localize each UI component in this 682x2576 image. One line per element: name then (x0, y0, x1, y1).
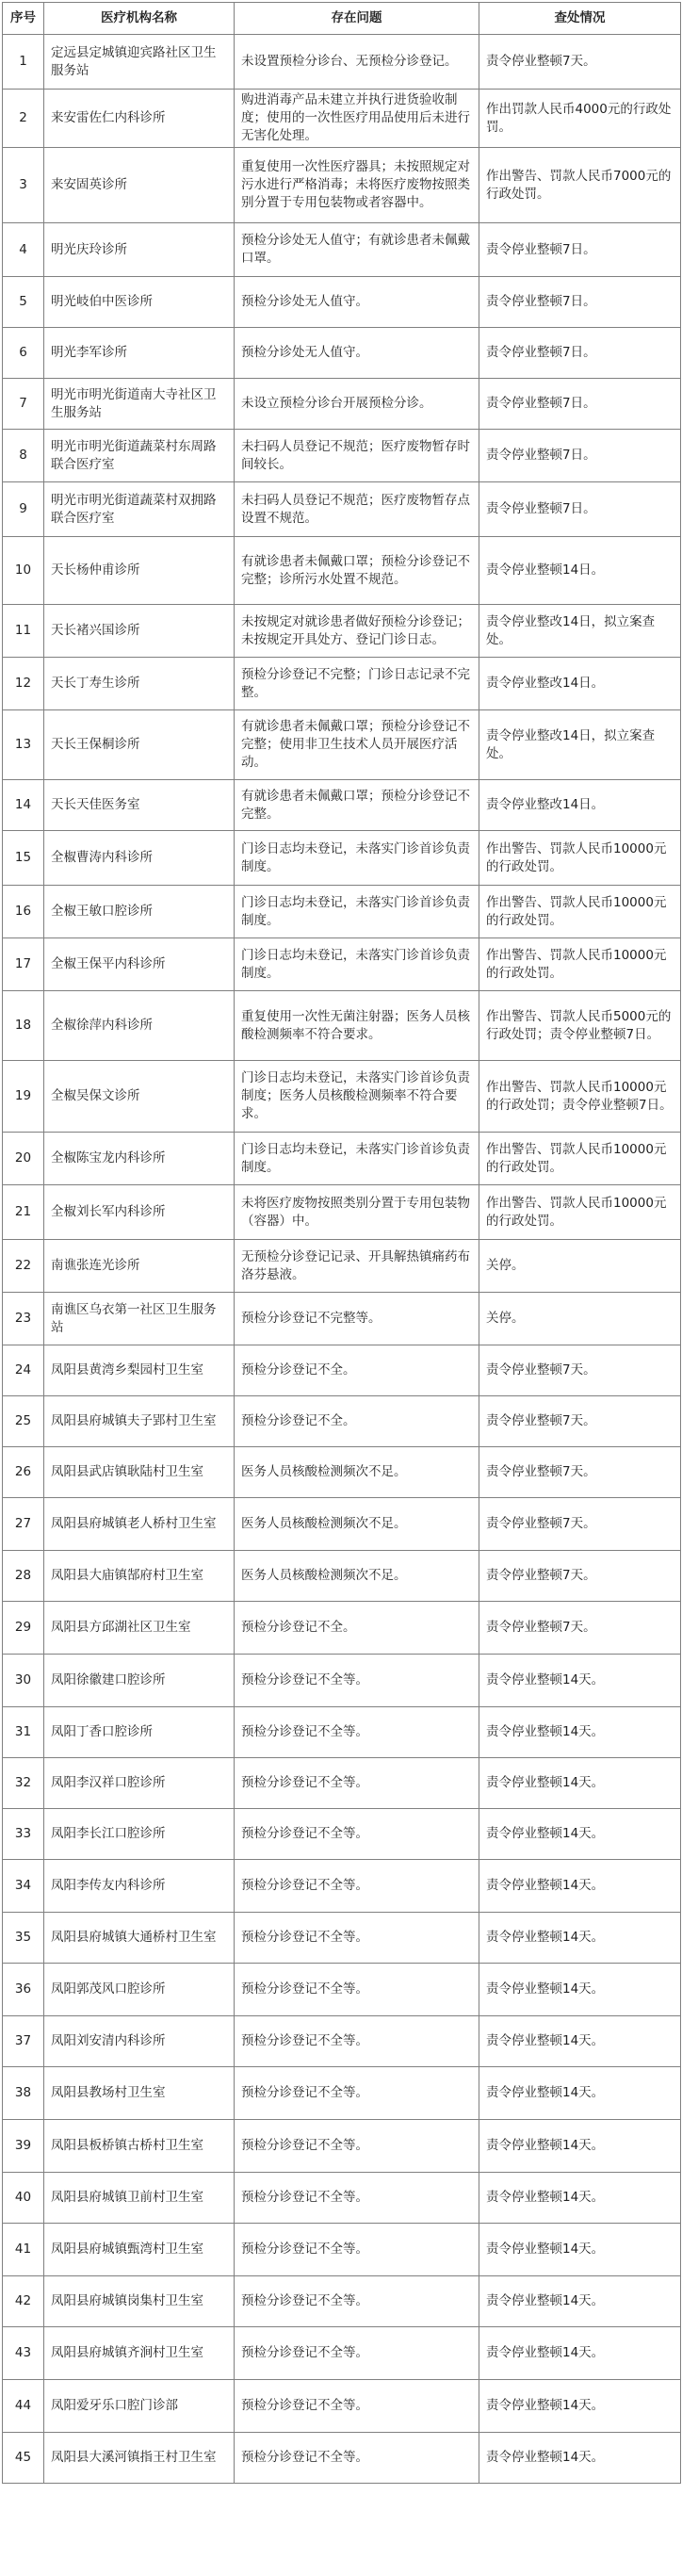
cell-handling-result: 责令停业整顿7天。 (479, 1498, 681, 1551)
table-row (3, 2120, 681, 2173)
cell-issue: 预检分诊登记不全等。 (235, 1860, 479, 1913)
cell-issue: 未设立预检分诊台开展预检分诊。 (235, 379, 479, 430)
table-row (3, 2067, 681, 2120)
table-row (3, 1707, 681, 1758)
cell-handling-result: 责令停业整顿7天。 (479, 1602, 681, 1655)
cell-handling-result: 关停。 (479, 1240, 681, 1293)
table-row (3, 605, 681, 658)
cell-handling-result: 责令停业整顿14天。 (479, 1758, 681, 1809)
cell-issue: 预检分诊登记不全等。 (235, 2276, 479, 2327)
cell-institution-name: 全椒王敏口腔诊所 (44, 886, 235, 938)
cell-institution-name: 来安固英诊所 (44, 148, 235, 223)
cell-issue: 预检分诊登记不全等。 (235, 2327, 479, 2380)
cell-handling-result: 作出警告、罚款人民币10000元的行政处罚。 (479, 1185, 681, 1240)
table-row (3, 991, 681, 1061)
table-row (3, 1809, 681, 1860)
cell-seq: 27 (3, 1498, 44, 1551)
cell-institution-name: 天长杨仲甫诊所 (44, 537, 235, 605)
cell-issue: 预检分诊处无人值守；有就诊患者未佩戴口罩。 (235, 223, 479, 277)
cell-institution-name: 凤阳丁香口腔诊所 (44, 1707, 235, 1758)
cell-handling-result: 责令停业整顿14天。 (479, 2120, 681, 2173)
cell-institution-name: 明光市明光街道蔬菜村东周路联合医疗室 (44, 430, 235, 482)
cell-issue: 预检分诊登记不全等。 (235, 2380, 479, 2433)
cell-institution-name: 凤阳县武店镇耿陆村卫生室 (44, 1447, 235, 1498)
cell-seq: 43 (3, 2327, 44, 2380)
cell-institution-name: 天长天佳医务室 (44, 780, 235, 831)
cell-seq: 22 (3, 1240, 44, 1293)
cell-issue: 预检分诊登记不全等。 (235, 1655, 479, 1707)
table-row (3, 2276, 681, 2327)
cell-seq: 45 (3, 2433, 44, 2484)
cell-handling-result: 责令停业整顿7日。 (479, 482, 681, 537)
cell-handling-result: 责令停业整顿14天。 (479, 2224, 681, 2276)
table-row (3, 537, 681, 605)
cell-institution-name: 凤阳李汉祥口腔诊所 (44, 1758, 235, 1809)
cell-issue: 门诊日志均未登记，未落实门诊首诊负责制度；医务人员核酸检测频率不符合要求。 (235, 1061, 479, 1133)
cell-handling-result: 作出警告、罚款人民币10000元的行政处罚。 (479, 1133, 681, 1185)
cell-handling-result: 责令停业整顿14天。 (479, 2433, 681, 2484)
cell-seq: 32 (3, 1758, 44, 1809)
table-row (3, 1447, 681, 1498)
cell-institution-name: 明光市明光街道蔬菜村双拥路联合医疗室 (44, 482, 235, 537)
table-row (3, 1345, 681, 1396)
cell-seq: 39 (3, 2120, 44, 2173)
cell-institution-name: 定远县定城镇迎宾路社区卫生服务站 (44, 35, 235, 90)
cell-handling-result: 责令停业整改14日。 (479, 780, 681, 831)
cell-seq: 2 (3, 90, 44, 148)
header-issues: 存在问题 (235, 3, 479, 35)
cell-issue: 未按规定对就诊患者做好预检分诊登记；未按规定开具处方、登记门诊日志。 (235, 605, 479, 658)
cell-seq: 36 (3, 1964, 44, 2016)
cell-issue: 医务人员核酸检测频次不足。 (235, 1551, 479, 1602)
cell-handling-result: 责令停业整顿7日。 (479, 430, 681, 482)
cell-handling-result: 责令停业整顿14天。 (479, 2327, 681, 2380)
cell-handling-result: 关停。 (479, 1293, 681, 1345)
cell-institution-name: 凤阳郭茂风口腔诊所 (44, 1964, 235, 2016)
cell-handling-result: 责令停业整顿14天。 (479, 1860, 681, 1913)
cell-seq: 34 (3, 1860, 44, 1913)
cell-seq: 3 (3, 148, 44, 223)
cell-handling-result: 作出警告、罚款人民币7000元的行政处罚。 (479, 148, 681, 223)
cell-issue: 门诊日志均未登记，未落实门诊首诊负责制度。 (235, 831, 479, 886)
cell-handling-result: 责令停业整顿7天。 (479, 35, 681, 90)
cell-seq: 14 (3, 780, 44, 831)
cell-seq: 33 (3, 1809, 44, 1860)
header-handling-result: 查处情况 (479, 3, 681, 35)
cell-seq: 35 (3, 1913, 44, 1964)
cell-seq: 42 (3, 2276, 44, 2327)
table-row (3, 1758, 681, 1809)
cell-issue: 预检分诊处无人值守。 (235, 277, 479, 328)
cell-handling-result: 责令停业整顿14天。 (479, 1707, 681, 1758)
table-row (3, 482, 681, 537)
cell-issue: 预检分诊登记不全。 (235, 1345, 479, 1396)
cell-handling-result: 责令停业整顿14天。 (479, 1655, 681, 1707)
cell-institution-name: 凤阳县方邱湖社区卫生室 (44, 1602, 235, 1655)
table-row (3, 1964, 681, 2016)
table-row (3, 1133, 681, 1185)
cell-institution-name: 全椒曹涛内科诊所 (44, 831, 235, 886)
cell-institution-name: 明光岐伯中医诊所 (44, 277, 235, 328)
cell-issue: 预检分诊登记不完整；门诊日志记录不完整。 (235, 658, 479, 710)
cell-seq: 44 (3, 2380, 44, 2433)
cell-issue: 门诊日志均未登记，未落实门诊首诊负责制度。 (235, 938, 479, 991)
cell-seq: 37 (3, 2016, 44, 2067)
table-row (3, 1498, 681, 1551)
cell-issue: 预检分诊登记不全等。 (235, 1964, 479, 2016)
cell-issue: 预检分诊登记不全。 (235, 1396, 479, 1447)
cell-handling-result: 责令停业整顿14天。 (479, 1809, 681, 1860)
cell-issue: 未将医疗废物按照类别分置于专用包装物（容器）中。 (235, 1185, 479, 1240)
cell-institution-name: 全椒陈宝龙内科诊所 (44, 1133, 235, 1185)
cell-seq: 28 (3, 1551, 44, 1602)
table-row (3, 2433, 681, 2484)
table-row (3, 277, 681, 328)
cell-handling-result: 责令停业整改14日，拟立案查处。 (479, 605, 681, 658)
cell-institution-name: 凤阳县府城镇夫子郢村卫生室 (44, 1396, 235, 1447)
cell-seq: 1 (3, 35, 44, 90)
cell-seq: 4 (3, 223, 44, 277)
cell-institution-name: 凤阳徐徽建口腔诊所 (44, 1655, 235, 1707)
cell-issue: 预检分诊登记不全等。 (235, 1707, 479, 1758)
cell-handling-result: 责令停业整顿14天。 (479, 1913, 681, 1964)
cell-institution-name: 凤阳李传友内科诊所 (44, 1860, 235, 1913)
cell-seq: 29 (3, 1602, 44, 1655)
cell-issue: 预检分诊登记不全等。 (235, 2224, 479, 2276)
cell-institution-name: 凤阳县板桥镇古桥村卫生室 (44, 2120, 235, 2173)
cell-issue: 预检分诊登记不全等。 (235, 2016, 479, 2067)
table-row (3, 1185, 681, 1240)
cell-handling-result: 责令停业整顿14天。 (479, 2016, 681, 2067)
cell-issue: 医务人员核酸检测频次不足。 (235, 1498, 479, 1551)
cell-seq: 41 (3, 2224, 44, 2276)
cell-handling-result: 责令停业整顿7天。 (479, 1551, 681, 1602)
cell-issue: 重复使用一次性无菌注射器；医务人员核酸检测频率不符合要求。 (235, 991, 479, 1061)
cell-issue: 有就诊患者未佩戴口罩；预检分诊登记不完整；诊所污水处置不规范。 (235, 537, 479, 605)
table-row (3, 1293, 681, 1345)
table-row (3, 2380, 681, 2433)
cell-seq: 6 (3, 328, 44, 379)
cell-handling-result: 责令停业整顿7日。 (479, 277, 681, 328)
cell-seq: 19 (3, 1061, 44, 1133)
cell-handling-result: 责令停业整顿7天。 (479, 1396, 681, 1447)
cell-institution-name: 凤阳县教场村卫生室 (44, 2067, 235, 2120)
cell-institution-name: 凤阳爱牙乐口腔门诊部 (44, 2380, 235, 2433)
cell-handling-result: 责令停业整顿14天。 (479, 2173, 681, 2224)
cell-issue: 预检分诊处无人值守。 (235, 328, 479, 379)
cell-issue: 有就诊患者未佩戴口罩；预检分诊登记不完整。 (235, 780, 479, 831)
cell-institution-name: 凤阳县大庙镇郜府村卫生室 (44, 1551, 235, 1602)
cell-handling-result: 责令停业整顿14日。 (479, 537, 681, 605)
table-row (3, 2173, 681, 2224)
cell-issue: 医务人员核酸检测频次不足。 (235, 1447, 479, 1498)
inspection-results-table (2, 2, 681, 2484)
table-row (3, 938, 681, 991)
cell-institution-name: 明光市明光街道南大寺社区卫生服务站 (44, 379, 235, 430)
table-header-row (3, 3, 681, 35)
cell-issue: 预检分诊登记不全。 (235, 1602, 479, 1655)
cell-issue: 预检分诊登记不全等。 (235, 2067, 479, 2120)
cell-handling-result: 责令停业整顿14天。 (479, 2380, 681, 2433)
cell-seq: 20 (3, 1133, 44, 1185)
table-row (3, 1551, 681, 1602)
cell-institution-name: 凤阳县府城镇卫前村卫生室 (44, 2173, 235, 2224)
cell-seq: 24 (3, 1345, 44, 1396)
table-row (3, 1396, 681, 1447)
cell-handling-result: 责令停业整顿7日。 (479, 379, 681, 430)
table-row (3, 223, 681, 277)
cell-seq: 40 (3, 2173, 44, 2224)
cell-issue: 有就诊患者未佩戴口罩；预检分诊登记不完整；使用非卫生技术人员开展医疗活动。 (235, 710, 479, 780)
cell-handling-result: 责令停业整顿14天。 (479, 1964, 681, 2016)
table-row (3, 831, 681, 886)
cell-handling-result: 作出警告、罚款人民币10000元的行政处罚。 (479, 938, 681, 991)
cell-institution-name: 明光庆玲诊所 (44, 223, 235, 277)
cell-seq: 25 (3, 1396, 44, 1447)
table-row (3, 658, 681, 710)
table-row (3, 430, 681, 482)
cell-seq: 30 (3, 1655, 44, 1707)
table-row (3, 35, 681, 90)
cell-handling-result: 责令停业整顿7天。 (479, 1345, 681, 1396)
cell-issue: 重复使用一次性医疗器具；未按照规定对污水进行严格消毒；未将医疗废物按照类别分置于专用包装物或者容器中。 (235, 148, 479, 223)
cell-handling-result: 责令停业整改14日。 (479, 658, 681, 710)
cell-institution-name: 南谯区乌衣第一社区卫生服务站 (44, 1293, 235, 1345)
cell-institution-name: 凤阳县府城镇大通桥村卫生室 (44, 1913, 235, 1964)
cell-issue: 门诊日志均未登记，未落实门诊首诊负责制度。 (235, 1133, 479, 1185)
cell-seq: 38 (3, 2067, 44, 2120)
cell-institution-name: 凤阳县府城镇甄湾村卫生室 (44, 2224, 235, 2276)
cell-handling-result: 责令停业整顿7天。 (479, 1447, 681, 1498)
cell-issue: 预检分诊登记不全等。 (235, 1758, 479, 1809)
table-row (3, 379, 681, 430)
cell-seq: 18 (3, 991, 44, 1061)
cell-issue: 预检分诊登记不全等。 (235, 1913, 479, 1964)
cell-issue: 未扫码人员登记不规范；医疗废物暂存点设置不规范。 (235, 482, 479, 537)
cell-institution-name: 天长褚兴国诊所 (44, 605, 235, 658)
cell-seq: 26 (3, 1447, 44, 1498)
cell-institution-name: 凤阳县黄湾乡梨园村卫生室 (44, 1345, 235, 1396)
cell-handling-result: 作出警告、罚款人民币10000元的行政处罚。 (479, 886, 681, 938)
cell-seq: 31 (3, 1707, 44, 1758)
table-row (3, 1240, 681, 1293)
cell-seq: 16 (3, 886, 44, 938)
cell-handling-result: 作出警告、罚款人民币5000元的行政处罚；责令停业整顿7日。 (479, 991, 681, 1061)
cell-seq: 7 (3, 379, 44, 430)
cell-institution-name: 明光李军诊所 (44, 328, 235, 379)
table-row (3, 2224, 681, 2276)
cell-seq: 10 (3, 537, 44, 605)
cell-institution-name: 凤阳县府城镇齐涧村卫生室 (44, 2327, 235, 2380)
table-row (3, 148, 681, 223)
cell-handling-result: 责令停业整顿7日。 (479, 328, 681, 379)
table-row (3, 1913, 681, 1964)
cell-institution-name: 全椒吴保文诊所 (44, 1061, 235, 1133)
table-row (3, 1061, 681, 1133)
table-row (3, 1860, 681, 1913)
cell-seq: 12 (3, 658, 44, 710)
cell-seq: 11 (3, 605, 44, 658)
cell-institution-name: 全椒徐萍内科诊所 (44, 991, 235, 1061)
cell-seq: 21 (3, 1185, 44, 1240)
cell-institution-name: 天长丁寿生诊所 (44, 658, 235, 710)
table-row (3, 1602, 681, 1655)
cell-seq: 5 (3, 277, 44, 328)
table-row (3, 886, 681, 938)
cell-handling-result: 作出罚款人民币4000元的行政处罚。 (479, 90, 681, 148)
cell-institution-name: 凤阳刘安清内科诊所 (44, 2016, 235, 2067)
cell-seq: 8 (3, 430, 44, 482)
cell-institution-name: 全椒刘长军内科诊所 (44, 1185, 235, 1240)
cell-seq: 15 (3, 831, 44, 886)
cell-seq: 23 (3, 1293, 44, 1345)
cell-issue: 无预检分诊登记记录、开具解热镇痛药布洛芬悬液。 (235, 1240, 479, 1293)
table-row (3, 780, 681, 831)
cell-institution-name: 天长王保桐诊所 (44, 710, 235, 780)
cell-handling-result: 责令停业整顿14天。 (479, 2067, 681, 2120)
cell-issue: 购进消毒产品未建立并执行进货验收制度；使用的一次性医疗用品使用后未进行无害化处理。 (235, 90, 479, 148)
cell-seq: 13 (3, 710, 44, 780)
cell-institution-name: 南谯张连光诊所 (44, 1240, 235, 1293)
cell-issue: 预检分诊登记不全等。 (235, 1809, 479, 1860)
table-row (3, 710, 681, 780)
cell-handling-result: 作出警告、罚款人民币10000元的行政处罚。 (479, 831, 681, 886)
cell-issue: 未扫码人员登记不规范；医疗废物暂存时间较长。 (235, 430, 479, 482)
cell-issue: 预检分诊登记不全等。 (235, 2120, 479, 2173)
cell-institution-name: 来安雷佐仁内科诊所 (44, 90, 235, 148)
header-institution-name: 医疗机构名称 (44, 3, 235, 35)
table-row (3, 2327, 681, 2380)
cell-handling-result: 责令停业整顿14天。 (479, 2276, 681, 2327)
table-row (3, 328, 681, 379)
cell-issue: 预检分诊登记不完整等。 (235, 1293, 479, 1345)
table-row (3, 90, 681, 148)
cell-seq: 9 (3, 482, 44, 537)
cell-issue: 门诊日志均未登记，未落实门诊首诊负责制度。 (235, 886, 479, 938)
cell-handling-result: 作出警告、罚款人民币10000元的行政处罚；责令停业整顿7日。 (479, 1061, 681, 1133)
cell-institution-name: 凤阳县大溪河镇指王村卫生室 (44, 2433, 235, 2484)
cell-seq: 17 (3, 938, 44, 991)
cell-institution-name: 凤阳县府城镇老人桥村卫生室 (44, 1498, 235, 1551)
cell-institution-name: 凤阳县府城镇岗集村卫生室 (44, 2276, 235, 2327)
table-row (3, 1655, 681, 1707)
cell-issue: 预检分诊登记不全等。 (235, 2173, 479, 2224)
header-seq: 序号 (3, 3, 44, 35)
cell-issue: 预检分诊登记不全等。 (235, 2433, 479, 2484)
cell-issue: 未设置预检分诊台、无预检分诊登记。 (235, 35, 479, 90)
cell-institution-name: 全椒王保平内科诊所 (44, 938, 235, 991)
table-row (3, 2016, 681, 2067)
cell-handling-result: 责令停业整顿7日。 (479, 223, 681, 277)
cell-handling-result: 责令停业整改14日，拟立案查处。 (479, 710, 681, 780)
cell-institution-name: 凤阳李长江口腔诊所 (44, 1809, 235, 1860)
